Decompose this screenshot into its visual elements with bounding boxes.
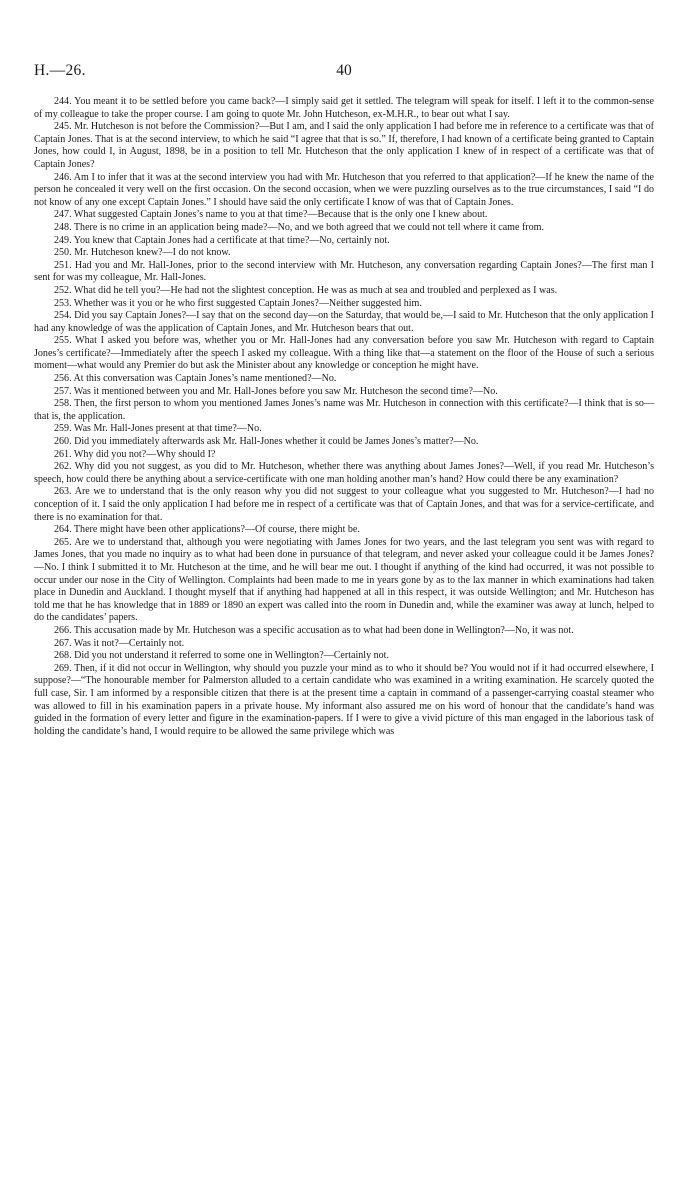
paragraph-253: 253. Whether was it you or he who first suggested Captain Jones?—Neither suggested him. <box>54 297 422 309</box>
paragraph-265: 265. Are we to understand that, although you were negotiating with James Jones for two years, and the last telegram you sent was with regard to James Jones, that you made no inquiry as to what had been done in pursuance of that telegram, and never asked your colleague could it be James Jones?—No. I think I submitted it to Mr. Hutcheson at the time, and he will bear me out. I thought if anything of the kind had occurred, it was not possible to occur under our nose in the City of Wellington. Complaints had been made to me in years gone by as to the lax manner in which examinations had taken place in Dunedin and Auckland. I thought myself that if anything had happened at all in this respect, it was outside Wellington; and Mr. Hutcheson has told me that he has knowledge that in 1889 or 1890 an expert was called into the room in Dunedin and, while the examiner was away at lunch, helped to do the candidates’ papers. <box>34 536 654 624</box>
page-header <box>34 62 654 82</box>
paragraph-269: 269. Then, if it did not occur in Wellington, why should you puzzle your mind as to who it should be? You would not if it had occurred elsewhere, I suppose?—“The honourable member for Palmerston alluded to a certain candidate who was examined in a writing examination. He scarcely quoted the full case, Sir. I am informed by a responsible citizen that there is at the present time a captain in command of a passenger-carrying coastal steamer who was allowed to fill in his examination papers in a private house. My informant also assured me on his word of honour that the candidate’s hand was guided in the formation of every letter and figure in the examination-papers. If I were to give a vivid picture of this man engaged in the laborious task of holding the candidate’s hand, I would require to be allowed the same privilege which was <box>34 662 654 737</box>
document-reference: H.—26. <box>34 62 86 79</box>
paragraph-261: 261. Why did you not?—Why should I? <box>54 448 216 460</box>
paragraph-250: 250. Mr. Hutcheson knew?—I do not know. <box>54 247 231 259</box>
paragraph-263: 263. Are we to understand that is the only reason why you did not suggest to your colleague what you suggested to Mr. Hutcheson?—I had no conception of it. I said the only application I had before me in respect of a certificate was that of Captain Jones, and that was for a service-certificate, and there is no examination for that. <box>34 486 654 523</box>
paragraph-248: 248. There is no crime in an application being made?—No, and we both agreed that we could not tell where it came from. <box>54 221 544 233</box>
paragraph-260: 260. Did you immediately afterwards ask Mr. Hall-Jones whether it could be James Jones’s matter?—No. <box>54 436 479 448</box>
paragraph-246: 246. Am I to infer that it was at the second interview you had with Mr. Hutcheson that you referred to that application?—If he knew the name of the person he concealed it very well on the first occasion. On the second occasion, when we were puzzling ourselves as to the true circumstances, I said “I do not know of any one except Captain Jones.” I should have said the only certificate I know of was that of Captain Jones. <box>34 171 654 208</box>
paragraph-262: 262. Why did you not suggest, as you did to Mr. Hutcheson, whether there was anything about James Jones?—Well, if you read Mr. Hutcheson’s speech, how could there be anything about a service-certificate with one man holding another man’s hand? How could there be any examination? <box>34 461 654 485</box>
paragraph-251: 251. Had you and Mr. Hall-Jones, prior to the second interview with Mr. Hutcheson, any conversation regarding Captain Jones?—The first man I sent for was my colleague, Mr. Hall-Jones. <box>34 259 654 284</box>
paragraph-247: 247. What suggested Captain Jones’s name to you at that time?—Because that is the only one I knew about. <box>54 209 488 221</box>
paragraph-257: 257. Was it mentioned between you and Mr. Hall-Jones before you saw Mr. Hutcheson the second time?—No. <box>54 385 498 397</box>
paragraph-258: 258. Then, the first person to whom you mentioned James Jones’s name was Mr. Hutcheson in connection with this certificate?—I think that is so—that is, the application. <box>34 398 654 422</box>
paragraph-254: 254. Did you say Captain Jones?—I say that on the second day—on the Saturday, that would be,—I said to Mr. Hutcheson that the only application I had any knowledge of was the application of Captain Jones, and Mr. Hutcheson bears that out. <box>34 310 654 334</box>
paragraph-267: 267. Was it not?—Certainly not. <box>54 637 185 649</box>
paragraph-245: 245. Mr. Hutcheson is not before the Commission?—But I am, and I said the only application I had before me in reference to a certificate was that of Captain Jones. That is at the second interview, to which he said “I agree that that is so.” If, therefore, I had known of a certificate being granted to Captain Jones, how could I, in August, 1898, be in a position to tell Mr. Hutcheson that the only application I knew of in respect of a certificate was that of Captain Jones? <box>34 121 654 170</box>
paragraph-264: 264. There might have been other applications?—Of course, there might be. <box>54 524 360 536</box>
paragraph-256: 256. At this conversation was Captain Jones’s name mentioned?—No. <box>54 373 337 385</box>
paragraph-255: 255. What I asked you before was, whether you or Mr. Hall-Jones had any conversation before you saw Mr. Hutcheson with regard to Captain Jones’s certificate?—Immediately after the speech I asked my colleague. With a thing like that—a statement on the floor of the House of such a serious moment—what would any Premier do but ask the Minister about any knowledge or conception he might have. <box>34 335 654 372</box>
paragraph-259: 259. Was Mr. Hall-Jones present at that time?—No. <box>54 423 262 435</box>
paragraph-268: 268. Did you not understand it referred to some one in Wellington?—Certainly not. <box>54 650 389 662</box>
paragraph-249: 249. You knew that Captain Jones had a certificate at that time?—No, certainly not. <box>54 234 390 246</box>
paragraph-266: 266. This accusation made by Mr. Hutcheson was a specific accusation as to what had been done in Wellington?—No, it was not. <box>54 624 574 636</box>
paragraph-252: 252. What did he tell you?—He had not the slightest conception. He was as much at sea and troubled and perplexed as I was. <box>54 284 558 296</box>
paragraph-244: 244. You meant it to be settled before you came back?—I simply said get it settled. The telegram will speak for itself. I left it to the common-sense of my colleague to take the proper course. I am going to quote Mr. John Hutcheson, ex-M.H.R., to bear out what I say. <box>34 96 654 120</box>
evidence-text <box>34 96 654 738</box>
page-number: 40 <box>336 62 352 79</box>
